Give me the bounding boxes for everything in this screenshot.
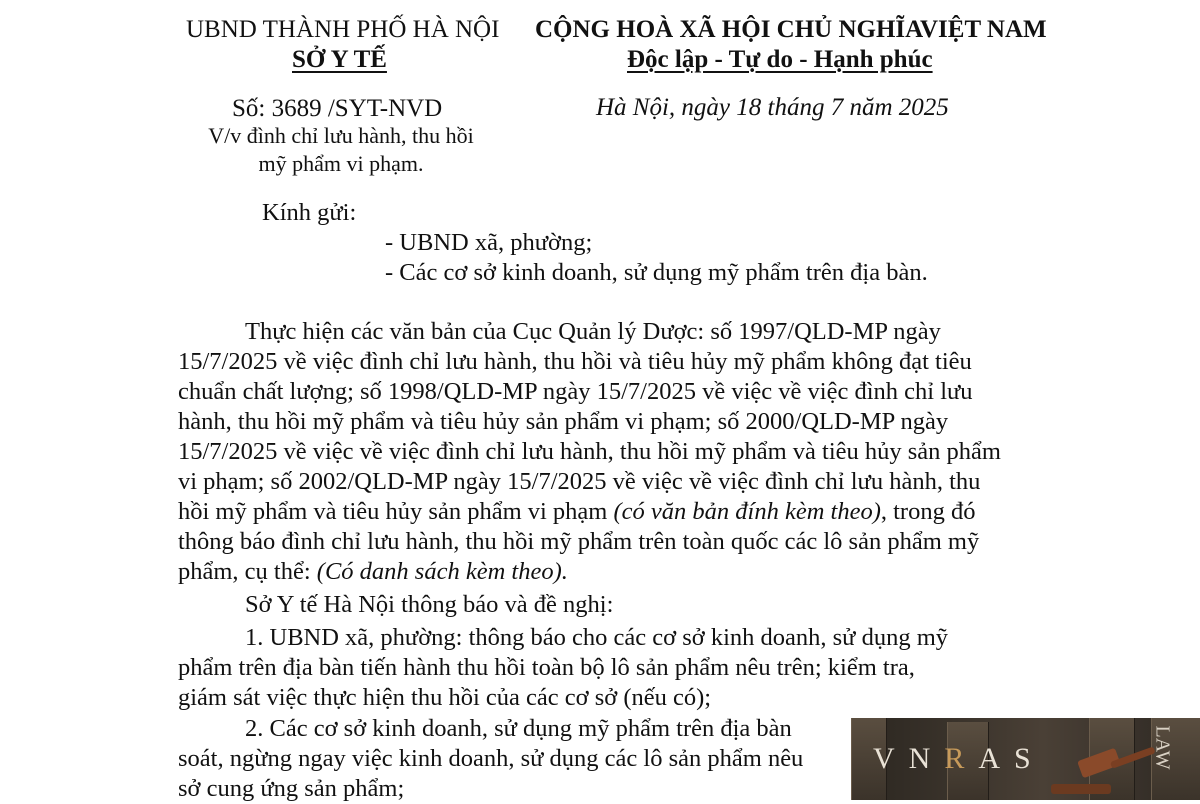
list-note: (Có danh sách kèm theo). xyxy=(316,558,568,585)
body-line: vi phạm; số 2002/QLD-MP ngày 15/7/2025 về việc về việc đình chỉ lưu hành, thu xyxy=(178,468,981,495)
subject-line-2: mỹ phẩm vi phạm. xyxy=(258,151,424,176)
attachment-note: (có văn bản đính kèm theo) xyxy=(613,498,881,525)
national-title: CỘNG HOÀ XÃ HỘI CHỦ NGHĨAVIỆT NAM xyxy=(535,16,1047,43)
number-prefix: Số: xyxy=(232,95,266,122)
issuing-authority: UBND THÀNH PHỐ HÀ NỘI xyxy=(186,16,500,43)
document-number xyxy=(232,95,442,123)
body-line: thông báo đình chỉ lưu hành, thu hồi mỹ phẩm trên toàn quốc các lô sản phẩm mỹ xyxy=(178,528,980,555)
greeting: Kính gửi: xyxy=(262,199,357,226)
body-line: 1. UBND xã, phường: thông báo cho các cơ sở kinh doanh, sử dụng mỹ xyxy=(245,624,949,651)
logo-side-text: LAW xyxy=(1151,725,1174,770)
body-line: Thực hiện các văn bản của Cục Quản lý Dược: số 1997/QLD-MP ngày xyxy=(245,318,941,345)
subject-line-1: V/v đình chỉ lưu hành, thu hồi xyxy=(208,123,474,148)
department-name: SỞ Y TẾ xyxy=(292,46,387,73)
body-line: phẩm trên địa bàn tiến hành thu hồi toàn bộ lô sản phẩm nêu trên; kiểm tra, xyxy=(178,654,915,681)
recipient-item: - UBND xã, phường; xyxy=(385,229,593,256)
body-line xyxy=(178,557,568,587)
body-line: 15/7/2025 về việc về việc đình chỉ lưu hành, thu hồi mỹ phẩm và tiêu hủy sản phẩm xyxy=(178,438,1001,465)
number-suffix: /SYT-NVD xyxy=(327,95,443,122)
logo-letters: VNRAS xyxy=(873,742,1045,775)
national-motto: Độc lập - Tự do - Hạnh phúc xyxy=(627,46,933,73)
body-text: phẩm, cụ thể: xyxy=(178,558,317,585)
document-date: Hà Nội, ngày 18 tháng 7 năm 2025 xyxy=(596,94,949,121)
body-line: chuẩn chất lượng; số 1998/QLD-MP ngày 15/7/2025 về việc về việc đình chỉ lưu xyxy=(178,378,973,405)
body-line: 2. Các cơ sở kinh doanh, sử dụng mỹ phẩm trên địa bàn xyxy=(245,715,792,742)
body-text: hồi mỹ phẩm và tiêu hủy sản phẩm vi phạm xyxy=(178,498,614,525)
body-line: Sở Y tế Hà Nội thông báo và đề nghị: xyxy=(245,591,614,618)
body-line xyxy=(178,497,975,527)
body-line: sở cung ứng sản phẩm; xyxy=(178,775,405,802)
body-text: , trong đó xyxy=(880,498,976,525)
document-subject xyxy=(206,123,476,177)
number-value: 3689 xyxy=(271,95,322,122)
vnras-law-logo xyxy=(851,718,1200,800)
body-line: soát, ngừng ngay việc kinh doanh, sử dụng các lô sản phẩm nêu xyxy=(178,745,804,772)
body-line: hành, thu hồi mỹ phẩm và tiêu hủy sản phẩm vi phạm; số 2000/QLD-MP ngày xyxy=(178,408,949,435)
gavel-icon xyxy=(1041,718,1161,800)
body-line: giám sát việc thực hiện thu hồi của các cơ sở (nếu có); xyxy=(178,684,712,711)
body-line: 15/7/2025 về việc đình chỉ lưu hành, thu hồi và tiêu hủy mỹ phẩm không đạt tiêu xyxy=(178,348,972,375)
recipient-item: - Các cơ sở kinh doanh, sử dụng mỹ phẩm trên địa bàn. xyxy=(385,259,928,286)
